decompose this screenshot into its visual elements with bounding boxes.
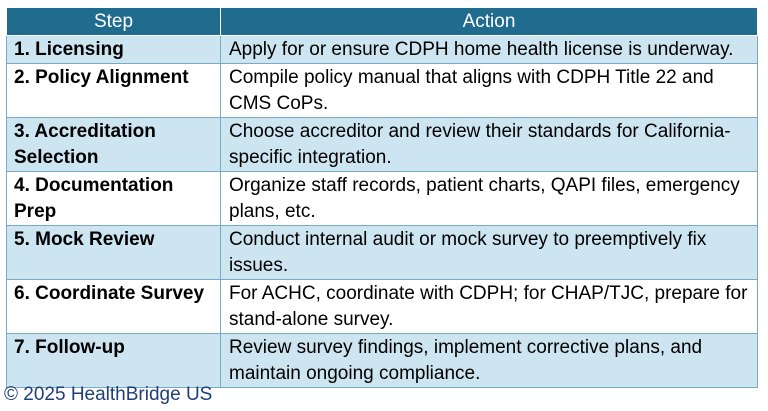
step-cell: 1. Licensing (7, 36, 221, 64)
step-cell: 3. Accreditation Selection (7, 118, 221, 172)
action-cell: Choose accreditor and review their standards for California-specific integration. (221, 118, 758, 172)
table-row (7, 172, 758, 226)
action-cell: Apply for or ensure CDPH home health license is underway. (221, 36, 758, 64)
step-cell: 2. Policy Alignment (7, 64, 221, 118)
step-cell: 6. Coordinate Survey (7, 280, 221, 334)
table-row (7, 280, 758, 334)
table-row (7, 334, 758, 388)
action-cell: Organize staff records, patient charts, QAPI files, emergency plans, etc. (221, 172, 758, 226)
table-row (7, 226, 758, 280)
table-row (7, 118, 758, 172)
header-step: Step (7, 8, 221, 36)
header-action: Action (221, 8, 758, 36)
action-cell: Review survey findings, implement corrective plans, and maintain ongoing compliance. (221, 334, 758, 388)
table-row (7, 64, 758, 118)
action-cell: Conduct internal audit or mock survey to preemptively fix issues. (221, 226, 758, 280)
steps-table (6, 7, 758, 388)
step-cell: 7. Follow-up (7, 334, 221, 388)
step-cell: 5. Mock Review (7, 226, 221, 280)
table-header-row (7, 8, 758, 36)
action-cell: Compile policy manual that aligns with CDPH Title 22 and CMS CoPs. (221, 64, 758, 118)
table-row (7, 36, 758, 64)
copyright-footer: © 2025 HealthBridge US (4, 384, 213, 405)
action-cell: For ACHC, coordinate with CDPH; for CHAP/TJC, prepare for stand-alone survey. (221, 280, 758, 334)
step-cell: 4. Documentation Prep (7, 172, 221, 226)
